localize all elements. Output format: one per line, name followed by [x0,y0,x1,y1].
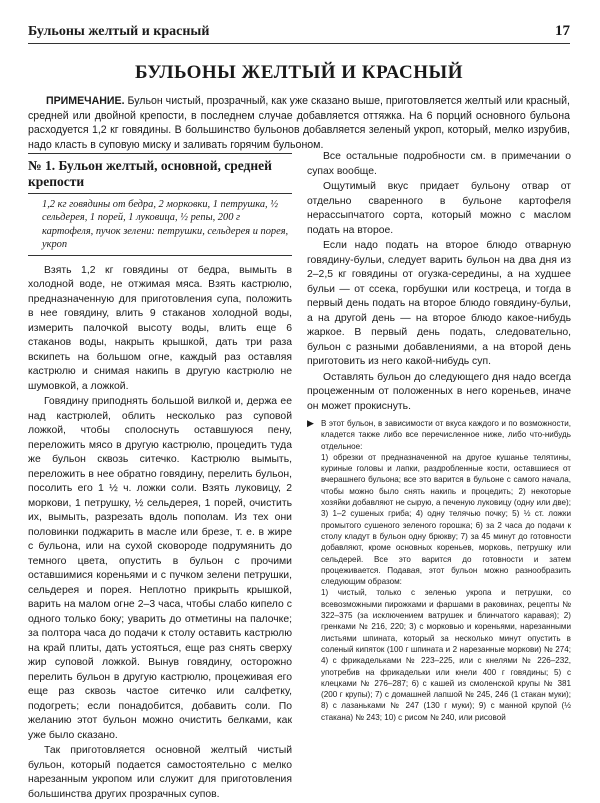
right-paragraph-3: Если надо подать на второе блюдо отварную говядину-бульи, следует варить бульон на два дня из 2–2,5 кг говядины от огузка-середины, а на худшее бульи — от ссека, горбушки или костреца, и тогда в первый день подать на второе блюдо говядину-бульи, а на другой день — на второе блюдо какое-нибудь жаркое. В первый день подать, следовательно, бульон с разными добавлениями, а на второй день приготовить из него какой-нибудь суп. [307,240,571,367]
intro-text: Бульон чистый, прозрачный, как уже сказано выше, приготовляется желтый или красный, средней или двойной крепости, в последнем случае добавляется оттяжка. На 6 порций основного бульона расходуется 1,2 кг говядины. В большинство бульонов добавляется зеленый укроп, который, мелко изрубив, надо класть в суповую миску и заливать горячим бульоном. [28,95,570,151]
right-paragraph-2: Ощутимый вкус придает бульону отвар от отдельно сваренного в бульоне картофеля нерассыпчатого сорта, который можно с маслом подать на второе. [307,181,571,236]
page-title: БУЛЬОНЫ ЖЕЛТЫЙ И КРАСНЫЙ [135,62,463,83]
header-rule [28,43,570,44]
section-top-rule [28,153,292,154]
page-header [28,14,570,40]
right-paragraph-1: Все остальные подробности см. в примечании о супах вообще. [307,151,571,177]
left-paragraph-1: Взять 1,2 кг говядины от бедра, вымыть в холодной воде, не отжимая мяса. Взять кастрюлю, предназначенную для приготовления супа, положить в нее говядину, влить 9 стаканов холодной воды, измерить палочкой высоту воды, влить еще 6 стаканов воды, накрыть крышкой, дать три раза вскипеть на большом огне, каждый раз оставляя кастрюлю и снимая накипь в другую кастрюлю не шумовкой, а ложкой. [28,264,292,392]
intro-label: ПРИМЕЧАНИЕ. [46,95,125,107]
note-body-2: 1) чистый, только с зеленью укропа и петрушки, со всевозможными пирожками и фаршами в раковинах, рецепты № 322–375 (за исключением ватрушек и блинчатого каравая); 2) гренками № 216, 220; 3) с морковью и кореньями, нарезанными листьями шпината, который за несколько минут опустить в соленый кипяток (100 г шпината и 2 нарезанные моркови) № 274; 4) с фрикадельками № 223–225, или с кнелями № 226–232, употребив на фрикадельки или кнели 400 г говядины; 5) с клецками № 276–287; 6) с кашей из смоленской крупы № 381 (200 г крупы); 7) с домашней лапшой № 245, 246 (1 стакан муки); 8) с лазаньками № 247 (130 г муки); 9) с манной крупой (½ стакана) № 243; 10) с рисом № 240, или рисовой [321,588,571,722]
page-number: 17 [555,23,570,39]
left-column [28,150,292,803]
variations-note [307,418,571,723]
right-column [307,150,571,723]
triangle-arrow-icon: ▶ [307,418,314,428]
note-body-1: 1) обрезки от предназначенной на другое кушанье телятины, куриные головы и лапки, раздробленные кости, оставшиеся от вчерашнего бульона; все это варится в бульоне с самого начала, чтобы можно было снять накипь и процедить; 2) некоторые хозяйки добавляют не сырую, а печеную луковицу (одну или две); 3) 1–2 сушеных гриба; 4) одну телячью почку; 5) ½ ст. ложки промытого сушеного зеленого горошка; 6) за 2 часа до подачи к столу кладут в бульон одну брюкву; 7) за 45 минут до готовности добавляют, кроме основных кореньев, морковь, петрушку или сельдерей. Все это варится до готовности и затем процеживается. Подавая, этот бульон можно разнообразить следующим образом: [321,452,571,587]
right-paragraph-4: Оставлять бульон до следующего дня надо всегда процеженным от положенных в него кореньев, иначе он может прокиснуть. [307,371,571,412]
left-paragraph-3: Так приготовляется основной желтый чистый бульон, который подается самостоятельно с мелко нарезанным укропом или служит для приготовления большинства других прозрачных супов. [28,745,292,800]
section-title: № 1. Бульон желтый, основной, средней крепости [28,158,272,189]
ingredients-rule [28,255,292,256]
section-rule [28,193,292,194]
left-paragraph-2: Говядину приподнять большой вилкой и, держа ее над кастрюлей, облить несколько раз суповой ложкой, чтобы сполоснуть оставшуюся пену, переложить мясо в другую кастрюлю, процедить туда же бульон сквозь ситечко. Кастрюлю вымыть, переложить в нее обратно говядину, перелить бульон, посолить его 1 ½ ч. ложки соли. Взять луковицу, 2 моркови, 1 петрушку, ½ сельдерея, 1 порей, очистить их, вымыть, разрезать вдоль пополам. Из тех они половинки поджарить в масле или брезе, т. е. в жире с бульона, или на сухой сковороде подрумянить до темного цвета, опустить в бульон с прочими оставшимися кореньями и с пучком зелени петрушки, сельдерея и порея. Неплотно прикрыть крышкой, варить на малом огне 2–3 часа, чтобы слабо кипело с одного только боку; уварить до отметины на палочке; за полтора часа до подачи к столу оставить кастрюлю на край плиты, дать устояться, еще раз снять сверху жир суповой ложкой. Вынув говядину, осторожно перелить бульон в другую кастрюлю, процеживая его еще раз сквозь частое ситечко или салфетку, подогреть; если понадобится, добавить соли. По желанию этот бульон можно очистить белками, как уже было сказано. [28,396,292,741]
intro-note [28,94,570,152]
ingredients-list: 1,2 кг говядины от бедра, 2 морковки, 1 петрушка, ½ сельдерея, 1 порей, 1 луковица, ½ репы, 200 г картофеля, пучок зелени: петрушки, сельдерея и порея, укроп [42,199,289,251]
running-title: Бульоны желтый и красный [28,24,210,39]
note-lead: В этот бульон, в зависимости от вкуса каждого и по возможности, кладется также либо все перечисленное ниже, либо что-нибудь отдельное: [321,419,571,451]
